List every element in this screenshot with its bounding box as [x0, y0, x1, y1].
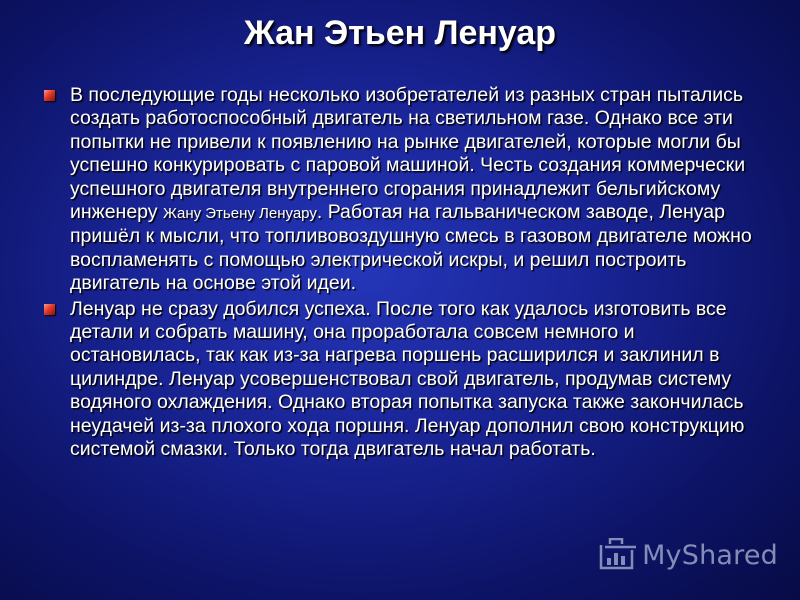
slide-title: Жан Этьен Ленуар [243, 14, 557, 52]
bullet-square-icon [44, 90, 55, 101]
bullet-list [44, 84, 764, 464]
bullet-item [44, 298, 764, 462]
bullet-square-icon [44, 304, 55, 315]
bullet-text-part: . Работая на гальваническом заводе, Ленуар пришёл к мысли, что топливовоздушную смесь в газовом двигателе можно воспламенять с помощью электрической искры, и решил построить двигатель на основе этой идеи. [70, 201, 752, 295]
watermark-text: MyShared [642, 539, 778, 571]
bullet-name-text: Жану Этьену Ленуару [162, 205, 317, 223]
myshared-logo-icon [598, 538, 638, 572]
bullet-text-part: В последующие годы несколько изобретателей из разных стран пытались создать работоспособный двигатель на светильном газе. Однако все эти попытки не привели к появлению на рынке двигателей, которые могли бы успешно конкурировать с паровой машиной. Честь создания коммерчески успешного двигателя внутреннего сгорания принадлежит бельгийскому инженеру [70, 84, 746, 224]
watermark [598, 538, 778, 572]
bullet-text: Ленуар не сразу добился успеха. После того как удалось изготовить все детали и собрать машину, она проработала совсем немного и остановилась, так как из-за нагрева поршень расширился и заклинил в цилиндре. Ленуар усовершенствовал свой двигатель, продумав систему водяного охлаждения. Однако вторая попытка запуска также закончилась неудачей из-за плохого хода поршня. Ленуар дополнил свою конструкцию системой смазки. Только тогда двигатель начал работать. [70, 297, 745, 461]
bullet-item [44, 84, 764, 296]
